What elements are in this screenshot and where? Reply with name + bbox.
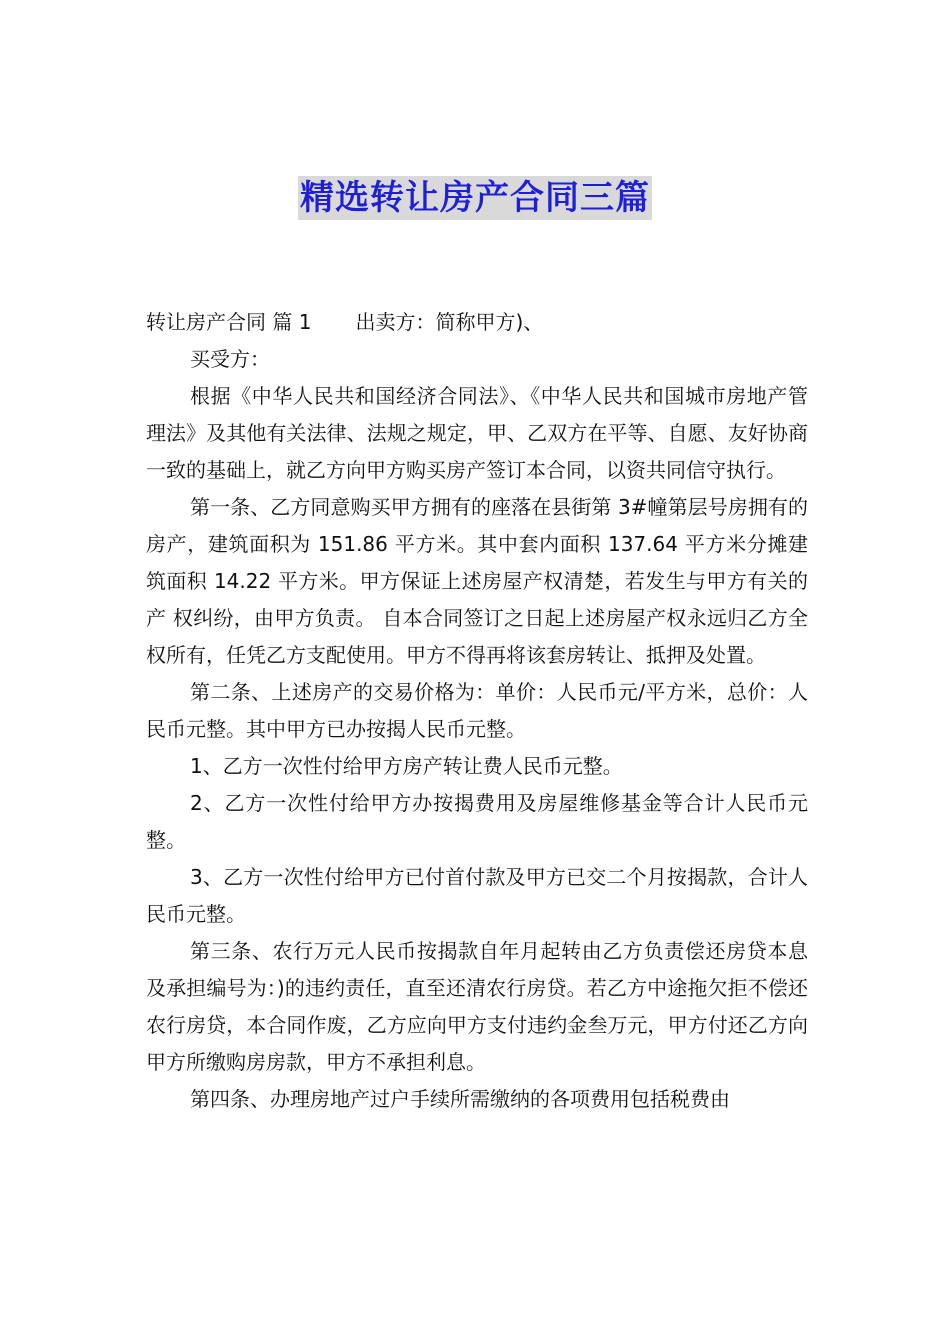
document-title: 精选转让房产合同三篇 (300, 178, 650, 218)
basis-paragraph: 根据《中华人民共和国经济合同法》、《中华人民共和国城市房地产管理法》及其他有关法律、法规之规定，甲、乙双方在平等、自愿、友好协商一致的基础上，就乙方向甲方购买房产签订本合同，以资共同信守执行。 (146, 384, 808, 482)
payment-item-two: 2、乙方一次性付给甲方办按揭费用及房屋维修基金等合计人民币元整。 (146, 791, 808, 852)
title-container (0, 176, 950, 220)
document-body (146, 304, 808, 1118)
contract-header-line (146, 304, 808, 341)
article-four-paragraph: 第四条、办理房地产过户手续所需缴纳的各项费用包括税费由 (190, 1087, 730, 1111)
seller-label: 出卖方：简称甲方)、 (355, 310, 544, 334)
contract-section-label: 转让房产合同 篇 1 (146, 310, 312, 334)
payment-item-one: 1、乙方一次性付给甲方房产转让费人民币元整。 (190, 754, 623, 778)
buyer-paragraph: 买受方： (190, 347, 270, 371)
article-three-paragraph: 第三条、农行万元人民币按揭款自年月起转由乙方负责偿还房贷本息及承担编号为：)的违约责任，直至还清农行房贷。若乙方中途拖欠拒不偿还农行房贷，本合同作废，乙方应向甲方支付违约金叁万元，甲方付还乙方向甲方所缴购房房款，甲方不承担利息。 (146, 939, 808, 1074)
article-two-paragraph: 第二条、上述房产的交易价格为：单价：人民币元/平方米，总价：人民币元整。其中甲方已办按揭人民币元整。 (146, 680, 808, 741)
payment-item-three: 3、乙方一次性付给甲方已付首付款及甲方已交二个月按揭款，合计人民币元整。 (146, 865, 808, 926)
article-one-paragraph: 第一条、乙方同意购买甲方拥有的座落在县街第 3#幢第层号房拥有的房产，建筑面积为 151.86 平方米。其中套内面积 137.64 平方米分摊建筑面积 14.22 平方米。甲方保证上述房屋产权清楚，若发生与甲方有关的产 权纠纷，由甲方负责。 自本合同签订之日起上述房屋产权永远归乙方全权所有，任凭乙方支配使用。甲方不得再将该套房转让、抵押及处置。 (146, 495, 808, 667)
